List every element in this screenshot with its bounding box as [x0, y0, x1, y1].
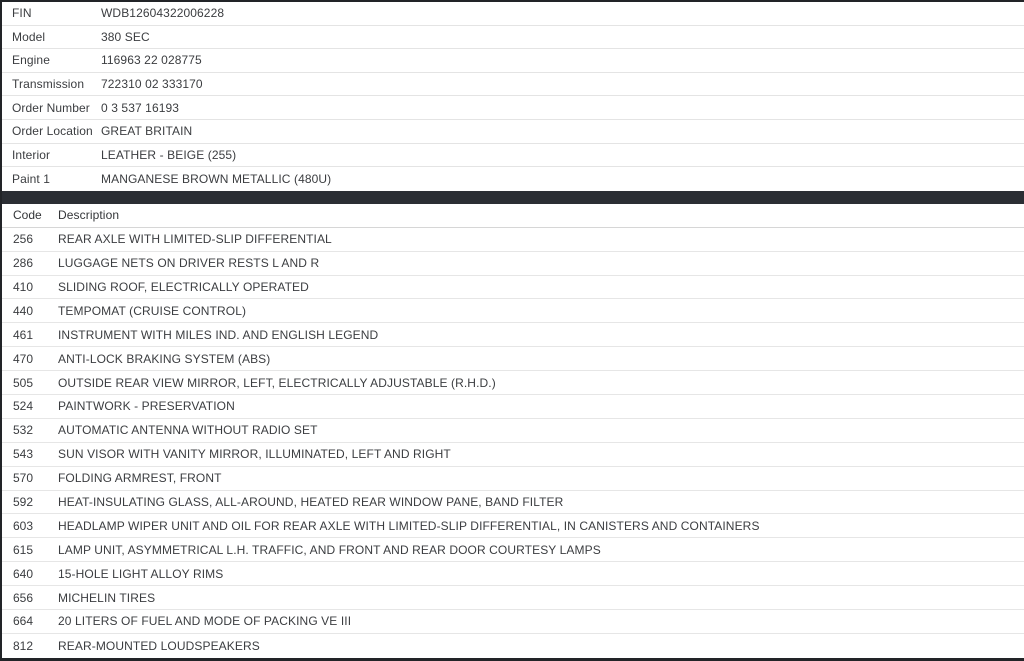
option-row: [2, 323, 1024, 347]
vehicle-field-row: [2, 144, 1024, 168]
option-description: AUTOMATIC ANTENNA WITHOUT RADIO SET: [58, 423, 318, 438]
option-code: 532: [13, 423, 34, 438]
option-description: LAMP UNIT, ASYMMETRICAL L.H. TRAFFIC, AND FRONT AND REAR DOOR COURTESY LAMPS: [58, 542, 601, 557]
section-divider-bar: [2, 191, 1024, 204]
field-value: 116963 22 028775: [101, 53, 202, 68]
option-description: 20 LITERS OF FUEL AND MODE OF PACKING VE III: [58, 614, 352, 629]
option-row: [2, 252, 1024, 276]
field-label: Engine: [12, 53, 50, 68]
option-code: 461: [13, 327, 34, 342]
option-row: [2, 276, 1024, 300]
option-row: [2, 419, 1024, 443]
option-row: [2, 491, 1024, 515]
option-description: INSTRUMENT WITH MILES IND. AND ENGLISH LEGEND: [58, 327, 379, 342]
option-row: [2, 228, 1024, 252]
option-description: OUTSIDE REAR VIEW MIRROR, LEFT, ELECTRICALLY ADJUSTABLE (R.H.D.): [58, 375, 496, 390]
option-row: [2, 538, 1024, 562]
field-value: MANGANESE BROWN METALLIC (480U): [101, 171, 332, 186]
option-description: HEAT-INSULATING GLASS, ALL-AROUND, HEATED REAR WINDOW PANE, BAND FILTER: [58, 494, 564, 509]
field-value: WDB12604322006228: [101, 6, 225, 21]
option-code: 410: [13, 279, 34, 294]
options-table-body: [2, 228, 1024, 658]
option-description: TEMPOMAT (CRUISE CONTROL): [58, 303, 247, 318]
option-code: 524: [13, 399, 34, 414]
vehicle-field-row: [2, 26, 1024, 50]
vehicle-field-row: [2, 2, 1024, 26]
option-row: [2, 634, 1024, 658]
vehicle-field-row: [2, 96, 1024, 120]
vehicle-info-section: [2, 2, 1024, 191]
option-code: 592: [13, 494, 34, 509]
option-code: 640: [13, 566, 34, 581]
option-description: 15-HOLE LIGHT ALLOY RIMS: [58, 566, 224, 581]
option-code: 543: [13, 447, 34, 462]
option-description: ANTI-LOCK BRAKING SYSTEM (ABS): [58, 351, 271, 366]
option-description: FOLDING ARMREST, FRONT: [58, 471, 222, 486]
option-code: 615: [13, 542, 34, 557]
option-code: 470: [13, 351, 34, 366]
option-code: 505: [13, 375, 34, 390]
option-row: [2, 514, 1024, 538]
option-code: 570: [13, 471, 34, 486]
option-row: [2, 371, 1024, 395]
option-code: 812: [13, 638, 34, 653]
column-header-description: Description: [58, 208, 120, 223]
option-row: [2, 467, 1024, 491]
field-value: GREAT BRITAIN: [101, 124, 193, 139]
vehicle-field-row: [2, 49, 1024, 73]
field-label: Paint 1: [12, 171, 51, 186]
option-row: [2, 610, 1024, 634]
field-label: Order Number: [12, 100, 90, 115]
option-row: [2, 443, 1024, 467]
option-row: [2, 347, 1024, 371]
option-code: 656: [13, 590, 34, 605]
option-row: [2, 562, 1024, 586]
option-description: PAINTWORK - PRESERVATION: [58, 399, 235, 414]
option-description: SLIDING ROOF, ELECTRICALLY OPERATED: [58, 279, 309, 294]
field-label: FIN: [12, 6, 32, 21]
option-description: SUN VISOR WITH VANITY MIRROR, ILLUMINATED, LEFT AND RIGHT: [58, 447, 451, 462]
field-value: 0 3 537 16193: [101, 100, 180, 115]
field-value: 722310 02 333170: [101, 77, 203, 92]
option-row: [2, 395, 1024, 419]
vehicle-field-row: [2, 73, 1024, 97]
option-code: 664: [13, 614, 34, 629]
field-label: Interior: [12, 147, 51, 162]
option-description: LUGGAGE NETS ON DRIVER RESTS L AND R: [58, 256, 320, 271]
option-code: 286: [13, 256, 34, 271]
vehicle-field-row: [2, 120, 1024, 144]
option-description: MICHELIN TIRES: [58, 590, 156, 605]
vehicle-field-row: [2, 167, 1024, 191]
option-row: [2, 299, 1024, 323]
column-header-code: Code: [13, 208, 42, 223]
field-label: Order Location: [12, 124, 93, 139]
field-label: Model: [12, 29, 46, 44]
option-description: HEADLAMP WIPER UNIT AND OIL FOR REAR AXLE WITH LIMITED-SLIP DIFFERENTIAL, IN CANISTERS AND CONTAINERS: [58, 518, 760, 533]
option-code: 256: [13, 232, 34, 247]
option-description: REAR AXLE WITH LIMITED-SLIP DIFFERENTIAL: [58, 232, 332, 247]
options-table-header: [2, 204, 1024, 228]
option-code: 603: [13, 518, 34, 533]
option-row: [2, 586, 1024, 610]
options-section: [2, 204, 1024, 658]
field-value: 380 SEC: [101, 29, 150, 44]
field-label: Transmission: [12, 77, 85, 92]
field-value: LEATHER - BEIGE (255): [101, 147, 237, 162]
option-description: REAR-MOUNTED LOUDSPEAKERS: [58, 638, 260, 653]
option-code: 440: [13, 303, 34, 318]
